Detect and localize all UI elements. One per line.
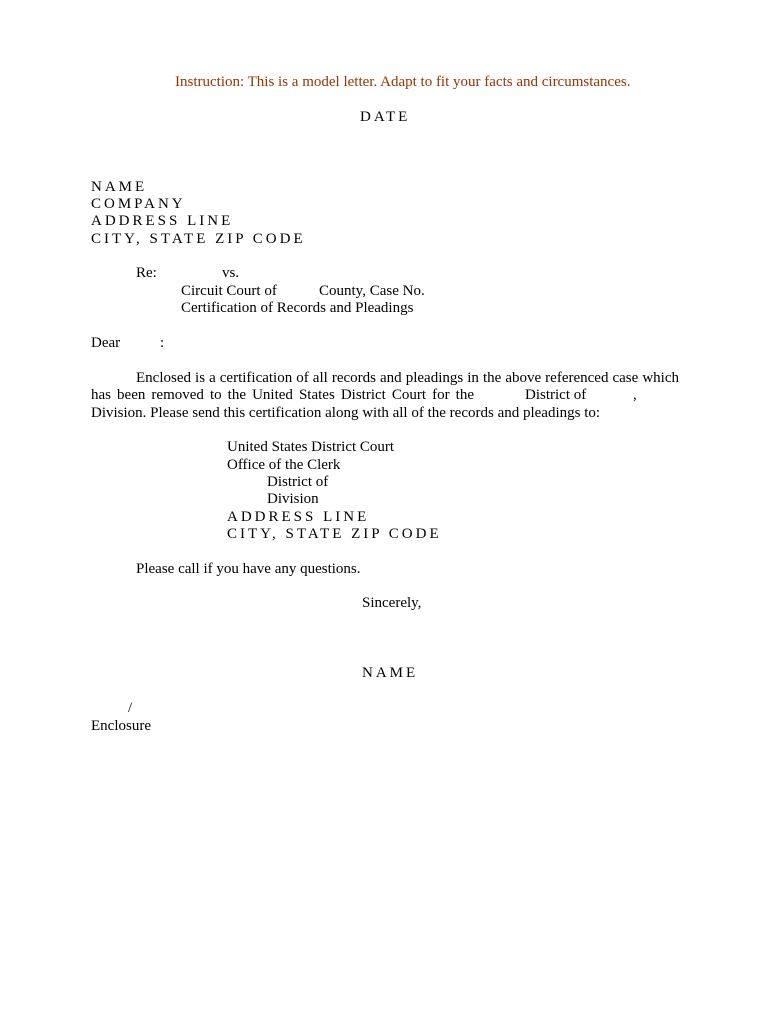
body-line-3: Division. Please send this certification along with all of the records and pleadings to:: [91, 405, 601, 421]
recipient-address-line: ADDRESS LINE: [91, 213, 234, 229]
enclosure-note: Enclosure: [91, 718, 151, 734]
recipient-city-state-zip: CITY, STATE ZIP CODE: [91, 231, 306, 247]
body-line-2a: has been removed to the United States District Court for the: [91, 387, 474, 403]
salutation-dear: Dear: [91, 335, 121, 351]
body-line-1: Enclosed is a certification of all records and pleadings in the above referenced case which: [136, 370, 679, 386]
closing-request: Please call if you have any questions.: [136, 561, 361, 577]
court-district: District of: [267, 474, 329, 490]
signature-name: NAME: [362, 665, 419, 681]
body-line-2c: ,: [633, 387, 637, 403]
recipient-name: NAME: [91, 179, 148, 195]
court-city-state-zip: CITY, STATE ZIP CODE: [227, 526, 442, 542]
re-county-case: County, Case No.: [319, 283, 425, 299]
closing-sincerely: Sincerely,: [362, 595, 422, 611]
re-circuit-court: Circuit Court of: [181, 283, 277, 299]
instruction-note: Instruction: This is a model letter. Adapt to fit your facts and circumstances.: [175, 74, 631, 90]
court-office: Office of the Clerk: [227, 457, 341, 473]
re-vs: vs.: [222, 265, 240, 281]
re-subject: Certification of Records and Pleadings: [181, 300, 414, 316]
court-name: United States District Court: [227, 439, 395, 455]
salutation-colon: :: [160, 335, 165, 351]
body-line-2b: District of: [525, 387, 587, 403]
court-address-line: ADDRESS LINE: [227, 509, 370, 525]
date-placeholder: DATE: [360, 109, 411, 125]
re-label: Re:: [136, 265, 157, 281]
initials-separator: /: [128, 700, 133, 716]
recipient-company: COMPANY: [91, 196, 186, 212]
court-division: Division: [267, 491, 319, 507]
